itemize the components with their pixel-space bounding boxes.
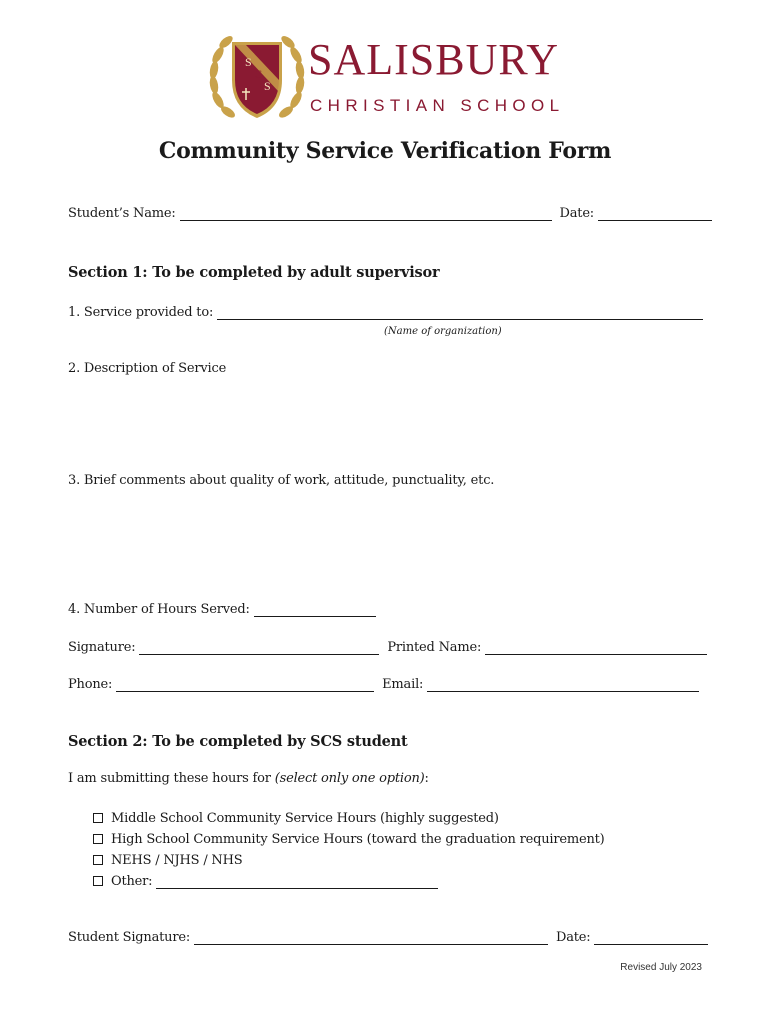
checkbox[interactable] [93,834,103,844]
signature-field[interactable] [139,640,379,655]
option-high-school[interactable] [93,832,605,847]
intro-text: I am submitting these hours for [68,771,275,786]
description-label: 2. Description of Service [68,361,227,376]
email-label: Email: [382,677,424,692]
school-name: SALISBURY [308,35,560,84]
section2-intro [68,771,429,786]
svg-text:S: S [245,55,252,69]
school-logo [208,30,568,126]
phone-label: Phone: [68,677,113,692]
comments-label: 3. Brief comments about quality of work, attitude, punctuality, etc. [68,473,495,488]
option-label: Other: [111,874,153,889]
student-date-field[interactable] [594,930,708,945]
hours-label: 4. Number of Hours Served: [68,602,250,617]
student-signature-label: Student Signature: [68,930,191,945]
option-other[interactable] [93,874,438,889]
page-title: Community Service Verification Form [158,138,612,164]
student-name-label: Student’s Name: [68,206,176,221]
service-provided-label: 1. Service provided to: [68,305,214,320]
student-date-label: Date: [555,930,591,945]
student-signature-field[interactable] [194,930,548,945]
printed-name-label: Printed Name: [387,640,482,655]
revision-note: Revised July 2023 [620,962,702,973]
organization-caption: (Name of organization) [384,326,502,337]
date-field[interactable] [598,206,712,221]
option-label: NEHS / NJHS / NHS [111,853,243,868]
option-label: High School Community Service Hours (toward the graduation requirement) [111,832,605,847]
crest-icon [208,30,306,126]
student-signature-row [68,930,708,945]
service-provided-field[interactable] [217,305,703,320]
student-name-field[interactable] [180,206,552,221]
phone-field[interactable] [116,677,374,692]
date-label: Date: [559,206,594,221]
intro-emphasis: (select only one option) [274,771,425,786]
svg-text:S: S [264,79,271,93]
contact-row [68,677,699,692]
section1-heading: Section 1: To be completed by adult supervisor [68,264,440,281]
hours-row [68,602,376,617]
email-field[interactable] [427,677,699,692]
svg-text:C: C [254,67,263,81]
option-honor-society[interactable] [93,853,242,868]
checkbox[interactable] [93,813,103,823]
signature-label: Signature: [68,640,136,655]
printed-name-field[interactable] [485,640,707,655]
signature-row [68,640,707,655]
student-name-row [68,206,712,221]
checkbox[interactable] [93,855,103,865]
section2-heading: Section 2: To be completed by SCS student [68,733,408,750]
intro-end: : [424,771,429,786]
option-label: Middle School Community Service Hours (highly suggested) [111,811,499,826]
service-provided-row [68,305,703,320]
other-field[interactable] [156,874,438,889]
option-middle-school[interactable] [93,811,499,826]
hours-field[interactable] [254,602,376,617]
checkbox[interactable] [93,876,103,886]
school-subtitle: CHRISTIAN SCHOOL [310,96,565,115]
